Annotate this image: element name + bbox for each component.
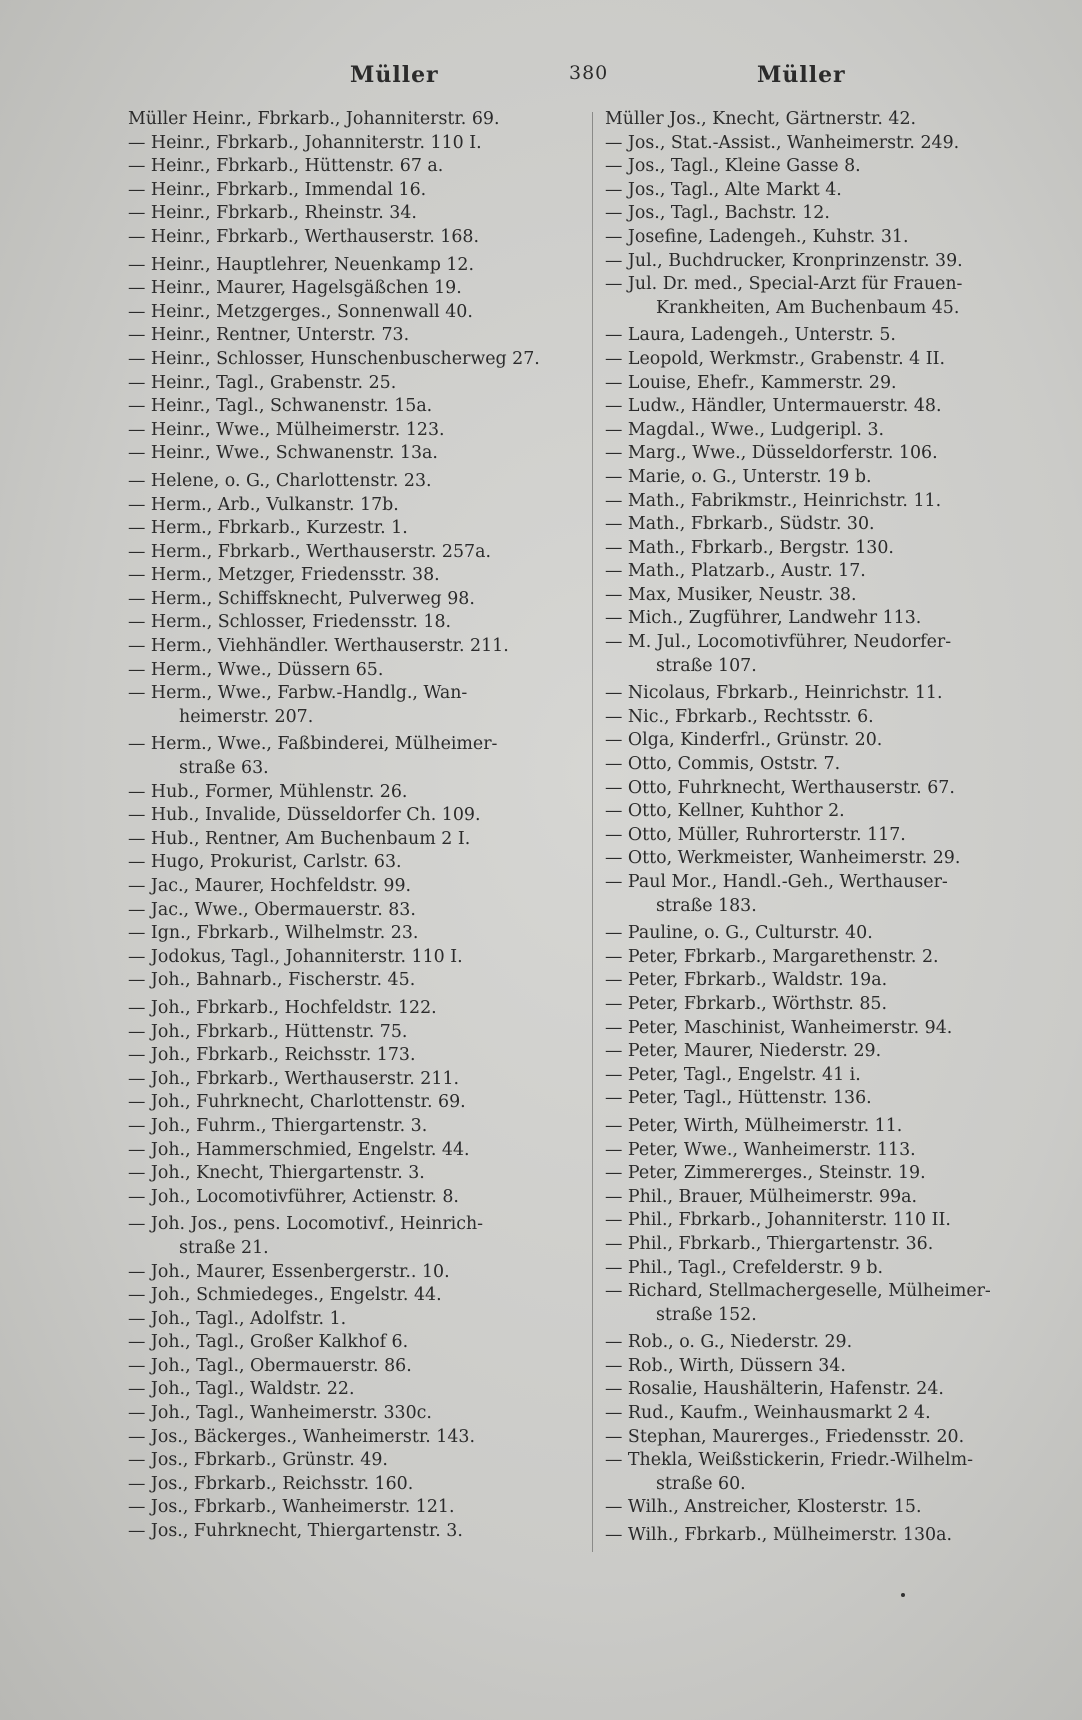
directory-entry bbox=[128, 659, 568, 683]
entry-line: — Wilh., Anstreicher, Klosterstr. 15. bbox=[605, 1497, 922, 1518]
entry-line: — Peter, Tagl., Hüttenstr. 136. bbox=[605, 1088, 872, 1109]
directory-entry bbox=[128, 1520, 568, 1544]
entry-line: — Math., Fabrikmstr., Heinrichstr. 11. bbox=[605, 490, 942, 511]
directory-entry bbox=[605, 1040, 1045, 1064]
directory-entry bbox=[605, 706, 1045, 730]
directory-entry bbox=[605, 348, 1045, 372]
entry-line: — Marie, o. G., Unterstr. 19 b. bbox=[605, 466, 872, 487]
entry-line: — Ign., Fbrkarb., Wilhelmstr. 23. bbox=[128, 923, 419, 944]
entry-line: — Heinr., Fbrkarb., Immendal 16. bbox=[128, 179, 427, 200]
entry-line: — Heinr., Fbrkarb., Werthauserstr. 168. bbox=[128, 226, 480, 247]
directory-entry bbox=[605, 1087, 1045, 1111]
entry-line: — Math., Fbrkarb., Bergstr. 130. bbox=[605, 537, 894, 558]
directory-entry bbox=[605, 1449, 1045, 1496]
directory-entry bbox=[605, 1162, 1045, 1186]
entry-line: — Herm., Metzger, Friedensstr. 38. bbox=[128, 565, 440, 586]
entry-line: — Heinr., Schlosser, Hunschenbuscherweg 27. bbox=[128, 348, 540, 369]
directory-entry bbox=[605, 607, 1045, 631]
entry-line: — Herm., Fbrkarb., Werthauserstr. 257a. bbox=[128, 541, 492, 562]
entry-line: — Mich., Zugführer, Landwehr 113. bbox=[605, 608, 922, 629]
directory-entry bbox=[128, 1091, 568, 1115]
directory-entry bbox=[605, 800, 1045, 824]
entry-continuation: Krankheiten, Am Buchenbaum 45. bbox=[656, 297, 960, 318]
directory-entry bbox=[128, 132, 568, 156]
entry-line: — Otto, Commis, Oststr. 7. bbox=[605, 754, 841, 775]
entry-line: — Heinr., Tagl., Grabenstr. 25. bbox=[128, 372, 397, 393]
entry-line: — Richard, Stellmachergeselle, Mülheimer- bbox=[605, 1281, 991, 1302]
entry-line: — Math., Fbrkarb., Südstr. 30. bbox=[605, 514, 875, 535]
entry-line: — Herm., Arb., Vulkanstr. 17b. bbox=[128, 494, 399, 515]
entry-line: — Joh., Bahnarb., Fischerstr. 45. bbox=[128, 970, 416, 991]
entry-line: — Peter, Fbrkarb., Wörthstr. 85. bbox=[605, 993, 888, 1014]
entry-line: — Peter, Tagl., Engelstr. 41 i. bbox=[605, 1064, 861, 1085]
directory-entry bbox=[605, 1402, 1045, 1426]
directory-entry bbox=[605, 1257, 1045, 1281]
directory-entry bbox=[128, 541, 568, 565]
directory-entry bbox=[605, 1017, 1045, 1041]
entry-line: — Joh., Knecht, Thiergartenstr. 3. bbox=[128, 1163, 425, 1184]
directory-entry bbox=[605, 1209, 1045, 1233]
entry-line: — Paul Mor., Handl.-Geh., Werthauser- bbox=[605, 872, 948, 892]
ink-dot bbox=[901, 1593, 905, 1597]
entry-continuation: straße 60. bbox=[656, 1473, 746, 1494]
directory-entry bbox=[605, 513, 1045, 537]
directory-entry bbox=[128, 372, 568, 396]
directory-entry bbox=[605, 372, 1045, 396]
directory-entry bbox=[605, 847, 1045, 871]
directory-entry bbox=[128, 997, 568, 1021]
directory-entry bbox=[128, 804, 568, 828]
directory-entry bbox=[605, 466, 1045, 490]
directory-entry bbox=[128, 1186, 568, 1210]
directory-entry bbox=[128, 419, 568, 443]
directory-entry bbox=[605, 1331, 1045, 1355]
entry-line: — Joh., Fbrkarb., Werthauserstr. 211. bbox=[128, 1068, 460, 1089]
directory-entry bbox=[128, 155, 568, 179]
entry-line: — Louise, Ehefr., Kammerstr. 29. bbox=[605, 372, 897, 393]
directory-entry bbox=[605, 969, 1045, 993]
directory-entry bbox=[128, 1021, 568, 1045]
entry-line: — Jul., Buchdrucker, Kronprinzenstr. 39. bbox=[605, 250, 963, 271]
entry-line: — Phil., Brauer, Mülheimerstr. 99a. bbox=[605, 1186, 918, 1207]
entry-line: — Peter, Fbrkarb., Margarethenstr. 2. bbox=[605, 946, 939, 967]
entry-line: — Jos., Bäckerges., Wanheimerstr. 143. bbox=[128, 1426, 476, 1447]
entry-line: — Peter, Wwe., Wanheimerstr. 113. bbox=[605, 1139, 916, 1160]
entry-line: — Thekla, Weißstickerin, Friedr.-Wilhelm- bbox=[605, 1450, 973, 1471]
directory-entry bbox=[605, 871, 1045, 918]
directory-entry bbox=[128, 1044, 568, 1068]
entry-line: — Heinr., Metzgerges., Sonnenwall 40. bbox=[128, 301, 473, 322]
directory-entry bbox=[605, 993, 1045, 1017]
entry-continuation: straße 152. bbox=[656, 1304, 757, 1325]
entry-line: — Jos., Tagl., Kleine Gasse 8. bbox=[605, 156, 861, 177]
directory-entry bbox=[128, 179, 568, 203]
page-header bbox=[0, 62, 1082, 102]
directory-entry bbox=[128, 108, 568, 132]
entry-continuation: straße 63. bbox=[179, 758, 269, 779]
entry-line: — Otto, Werkmeister, Wanheimerstr. 29. bbox=[605, 848, 961, 869]
directory-entry bbox=[128, 875, 568, 899]
entry-line: — Hub., Invalide, Düsseldorfer Ch. 109. bbox=[128, 805, 481, 826]
directory-entry bbox=[128, 395, 568, 419]
directory-entry bbox=[605, 1233, 1045, 1257]
directory-entry bbox=[605, 537, 1045, 561]
directory-entry bbox=[605, 1139, 1045, 1163]
directory-entry bbox=[128, 1162, 568, 1186]
entry-line: — Joh., Tagl., Wanheimerstr. 330c. bbox=[128, 1403, 432, 1424]
directory-entry bbox=[605, 1280, 1045, 1327]
entry-line: — Joh., Fbrkarb., Reichsstr. 173. bbox=[128, 1045, 416, 1066]
page-number: 380 bbox=[569, 62, 609, 84]
directory-entry bbox=[605, 155, 1045, 179]
entry-line: — Joh., Tagl., Obermauerstr. 86. bbox=[128, 1355, 412, 1376]
entry-line: — Marg., Wwe., Düsseldorferstr. 106. bbox=[605, 443, 938, 464]
directory-entry bbox=[605, 419, 1045, 443]
entry-line: — Heinr., Fbrkarb., Hüttenstr. 67 a. bbox=[128, 156, 444, 177]
directory-entry bbox=[128, 1284, 568, 1308]
entry-line: — Heinr., Rentner, Unterstr. 73. bbox=[128, 325, 410, 346]
directory-entry bbox=[605, 1186, 1045, 1210]
entry-continuation: straße 107. bbox=[656, 655, 757, 676]
entry-line: — Heinr., Maurer, Hagelsgäßchen 19. bbox=[128, 278, 462, 299]
directory-entry bbox=[128, 1496, 568, 1520]
directory-entry bbox=[128, 564, 568, 588]
entry-line: — Nic., Fbrkarb., Rechtsstr. 6. bbox=[605, 706, 874, 727]
directory-entry bbox=[128, 1378, 568, 1402]
directory-entry bbox=[128, 1355, 568, 1379]
entry-line: — Nicolaus, Fbrkarb., Heinrichstr. 11. bbox=[605, 683, 943, 704]
entry-line: — Herm., Wwe., Düssern 65. bbox=[128, 659, 384, 680]
entry-line: — Phil., Fbrkarb., Johanniterstr. 110 II. bbox=[605, 1210, 951, 1231]
directory-entry bbox=[605, 108, 1045, 132]
directory-entry bbox=[128, 1139, 568, 1163]
entry-line: — Math., Platzarb., Austr. 17. bbox=[605, 561, 866, 582]
directory-entry bbox=[605, 631, 1045, 678]
entry-line: — Max, Musiker, Neustr. 38. bbox=[605, 584, 857, 605]
directory-entry bbox=[605, 729, 1045, 753]
directory-entry bbox=[605, 1115, 1045, 1139]
entry-line: — Rob., Wirth, Düssern 34. bbox=[605, 1355, 846, 1376]
entry-line: — Hub., Former, Mühlenstr. 26. bbox=[128, 781, 408, 802]
entry-line: — Heinr., Hauptlehrer, Neuenkamp 12. bbox=[128, 254, 475, 275]
directory-entry bbox=[128, 969, 568, 993]
entry-line: — Josefine, Ladengeh., Kuhstr. 31. bbox=[605, 226, 909, 247]
directory-entry bbox=[128, 517, 568, 541]
entry-line: — Magdal., Wwe., Ludgeripl. 3. bbox=[605, 419, 885, 440]
directory-entry bbox=[128, 635, 568, 659]
entry-line: — Joh., Hammerschmied, Engelstr. 44. bbox=[128, 1139, 470, 1160]
entry-line: — Jos., Fbrkarb., Grünstr. 49. bbox=[128, 1450, 388, 1471]
entry-line: — Joh. Jos., pens. Locomotivf., Heinrich- bbox=[128, 1214, 484, 1235]
entry-line: Müller Heinr., Fbrkarb., Johanniterstr. 69. bbox=[128, 109, 500, 129]
directory-entry bbox=[128, 277, 568, 301]
entry-line: — Ludw., Händler, Untermauerstr. 48. bbox=[605, 396, 942, 417]
entry-line: — Hugo, Prokurist, Carlstr. 63. bbox=[128, 852, 402, 873]
directory-entry bbox=[128, 301, 568, 325]
directory-entry bbox=[128, 828, 568, 852]
directory-entry bbox=[128, 1449, 568, 1473]
directory-entry bbox=[605, 560, 1045, 584]
directory-entry bbox=[128, 324, 568, 348]
entry-line: — Helene, o. G., Charlottenstr. 23. bbox=[128, 470, 432, 491]
directory-entry bbox=[605, 179, 1045, 203]
directory-entry bbox=[605, 202, 1045, 226]
directory-entry bbox=[128, 1473, 568, 1497]
column-divider bbox=[592, 112, 593, 1552]
entry-line: — Herm., Schlosser, Friedensstr. 18. bbox=[128, 612, 452, 633]
entry-line: — Peter, Fbrkarb., Waldstr. 19a. bbox=[605, 970, 888, 991]
entry-line: — Heinr., Wwe., Mülheimerstr. 123. bbox=[128, 419, 445, 440]
entry-line: — Laura, Ladengeh., Unterstr. 5. bbox=[605, 325, 896, 346]
entry-line: — Joh., Tagl., Adolfstr. 1. bbox=[128, 1308, 347, 1329]
directory-entry bbox=[128, 1115, 568, 1139]
directory-entry bbox=[605, 946, 1045, 970]
entry-line: — Herm., Wwe., Farbw.-Handlg., Wan- bbox=[128, 683, 468, 704]
directory-entry bbox=[128, 1426, 568, 1450]
entry-line: — Heinr., Tagl., Schwanenstr. 15a. bbox=[128, 396, 433, 417]
entry-continuation: straße 183. bbox=[656, 895, 757, 916]
directory-entry bbox=[605, 1064, 1045, 1088]
directory-entry bbox=[605, 1524, 1045, 1548]
directory-entry bbox=[605, 682, 1045, 706]
directory-entry bbox=[128, 733, 568, 780]
directory-entry bbox=[128, 1261, 568, 1285]
entry-line: — Joh., Tagl., Großer Kalkhof 6. bbox=[128, 1332, 409, 1353]
directory-entry bbox=[605, 490, 1045, 514]
entry-line: — Olga, Kinderfrl., Grünstr. 20. bbox=[605, 730, 883, 751]
directory-entry bbox=[605, 824, 1045, 848]
directory-entry bbox=[128, 1331, 568, 1355]
entry-line: — Otto, Müller, Ruhrorterstr. 117. bbox=[605, 824, 906, 845]
entry-line: — Joh., Fbrkarb., Hochfeldstr. 122. bbox=[128, 997, 437, 1018]
entry-line: — Joh., Tagl., Waldstr. 22. bbox=[128, 1379, 355, 1400]
entry-line: — Herm., Viehhändler. Werthauserstr. 211. bbox=[128, 636, 509, 657]
entry-line: — Joh., Locomotivführer, Actienstr. 8. bbox=[128, 1186, 459, 1207]
entry-line: — Wilh., Fbrkarb., Mülheimerstr. 130a. bbox=[605, 1525, 953, 1546]
directory-entry bbox=[605, 395, 1045, 419]
directory-entry bbox=[128, 470, 568, 494]
entry-line: — Stephan, Maurerges., Friedensstr. 20. bbox=[605, 1426, 965, 1447]
directory-entry bbox=[605, 1355, 1045, 1379]
right-column bbox=[605, 108, 1045, 1548]
entry-line: — Jos., Tagl., Alte Markt 4. bbox=[605, 179, 842, 200]
entry-line: — Heinr., Fbrkarb., Johanniterstr. 110 I. bbox=[128, 132, 482, 153]
entry-line: — M. Jul., Locomotivführer, Neudorfer- bbox=[605, 632, 952, 653]
directory-entry bbox=[128, 588, 568, 612]
directory-entry bbox=[605, 442, 1045, 466]
directory-entry bbox=[128, 682, 568, 729]
entry-line: — Jodokus, Tagl., Johanniterstr. 110 I. bbox=[128, 946, 463, 967]
directory-entry bbox=[605, 584, 1045, 608]
directory-entry bbox=[605, 922, 1045, 946]
directory-entry bbox=[128, 1068, 568, 1092]
entry-line: — Rob., o. G., Niederstr. 29. bbox=[605, 1332, 853, 1353]
directory-entry bbox=[605, 324, 1045, 348]
entry-line: — Jos., Stat.-Assist., Wanheimerstr. 249. bbox=[605, 132, 960, 153]
directory-entry bbox=[605, 1496, 1045, 1520]
directory-entry bbox=[128, 494, 568, 518]
directory-entry bbox=[128, 1402, 568, 1426]
directory-entry bbox=[605, 1378, 1045, 1402]
entry-line: — Jac., Wwe., Obermauerstr. 83. bbox=[128, 899, 416, 920]
left-column bbox=[128, 108, 568, 1544]
entry-line: — Joh., Fbrkarb., Hüttenstr. 75. bbox=[128, 1021, 408, 1042]
entry-line: — Jos., Fuhrknecht, Thiergartenstr. 3. bbox=[128, 1521, 463, 1542]
entry-line: — Heinr., Fbrkarb., Rheinstr. 34. bbox=[128, 203, 417, 224]
entry-line: — Peter, Zimmererges., Steinstr. 19. bbox=[605, 1163, 926, 1184]
entry-line: — Joh., Schmiedeges., Engelstr. 44. bbox=[128, 1285, 442, 1306]
directory-entry bbox=[128, 348, 568, 372]
directory-entry bbox=[128, 226, 568, 250]
entry-line: — Hub., Rentner, Am Buchenbaum 2 I. bbox=[128, 828, 471, 849]
directory-entry bbox=[605, 753, 1045, 777]
entry-line: — Joh., Fuhrknecht, Charlottenstr. 69. bbox=[128, 1092, 466, 1113]
entry-line: — Peter, Maurer, Niederstr. 29. bbox=[605, 1041, 882, 1062]
directory-entry bbox=[128, 202, 568, 226]
directory-entry bbox=[128, 611, 568, 635]
directory-entry bbox=[128, 781, 568, 805]
directory-entry bbox=[128, 922, 568, 946]
entry-line: — Pauline, o. G., Culturstr. 40. bbox=[605, 923, 873, 944]
entry-line: — Jac., Maurer, Hochfeldstr. 99. bbox=[128, 876, 412, 896]
entry-line: — Jos., Tagl., Bachstr. 12. bbox=[605, 203, 830, 224]
entry-line: — Heinr., Wwe., Schwanenstr. 13a. bbox=[128, 443, 438, 464]
directory-entry bbox=[128, 1308, 568, 1332]
entry-line: — Jos., Fbrkarb., Wanheimerstr. 121. bbox=[128, 1497, 455, 1518]
directory-entry bbox=[128, 946, 568, 970]
entry-line: — Joh., Maurer, Essenbergerstr.. 10. bbox=[128, 1261, 450, 1282]
directory-entry bbox=[605, 132, 1045, 156]
directory-entry bbox=[128, 254, 568, 278]
directory-entry bbox=[605, 777, 1045, 801]
entry-line: — Herm., Wwe., Faßbinderei, Mülheimer- bbox=[128, 734, 498, 755]
entry-line: — Herm., Schiffsknecht, Pulverweg 98. bbox=[128, 588, 475, 609]
entry-continuation: heimerstr. 207. bbox=[179, 706, 314, 727]
entry-line: Müller Jos., Knecht, Gärtnerstr. 42. bbox=[605, 109, 917, 129]
entry-line: — Phil., Tagl., Crefelderstr. 9 b. bbox=[605, 1257, 883, 1278]
directory-entry bbox=[605, 250, 1045, 274]
directory-entry bbox=[605, 1426, 1045, 1450]
entry-line: — Otto, Fuhrknecht, Werthauserstr. 67. bbox=[605, 777, 955, 798]
entry-line: — Peter, Wirth, Mülheimerstr. 11. bbox=[605, 1115, 903, 1136]
entry-line: — Leopold, Werkmstr., Grabenstr. 4 II. bbox=[605, 348, 945, 369]
entry-line: — Herm., Fbrkarb., Kurzestr. 1. bbox=[128, 518, 408, 539]
header-right-title: Müller bbox=[757, 62, 846, 88]
entry-line: — Peter, Maschinist, Wanheimerstr. 94. bbox=[605, 1017, 953, 1038]
header-left-title: Müller bbox=[350, 62, 439, 88]
directory-entry bbox=[128, 851, 568, 875]
directory-entry bbox=[128, 899, 568, 923]
entry-continuation: straße 21. bbox=[179, 1237, 269, 1258]
entry-line: — Rosalie, Haushälterin, Hafenstr. 24. bbox=[605, 1379, 944, 1400]
entry-line: — Joh., Fuhrm., Thiergartenstr. 3. bbox=[128, 1115, 428, 1136]
entry-line: — Jos., Fbrkarb., Reichsstr. 160. bbox=[128, 1473, 414, 1494]
entry-line: — Otto, Kellner, Kuhthor 2. bbox=[605, 801, 845, 822]
entry-line: — Jul. Dr. med., Special-Arzt für Frauen- bbox=[605, 274, 963, 295]
directory-entry bbox=[128, 1213, 568, 1260]
entry-line: — Phil., Fbrkarb., Thiergartenstr. 36. bbox=[605, 1233, 934, 1254]
directory-entry bbox=[128, 442, 568, 466]
directory-entry bbox=[605, 273, 1045, 320]
directory-entry bbox=[605, 226, 1045, 250]
entry-line: — Rud., Kaufm., Weinhausmarkt 2 4. bbox=[605, 1403, 931, 1424]
